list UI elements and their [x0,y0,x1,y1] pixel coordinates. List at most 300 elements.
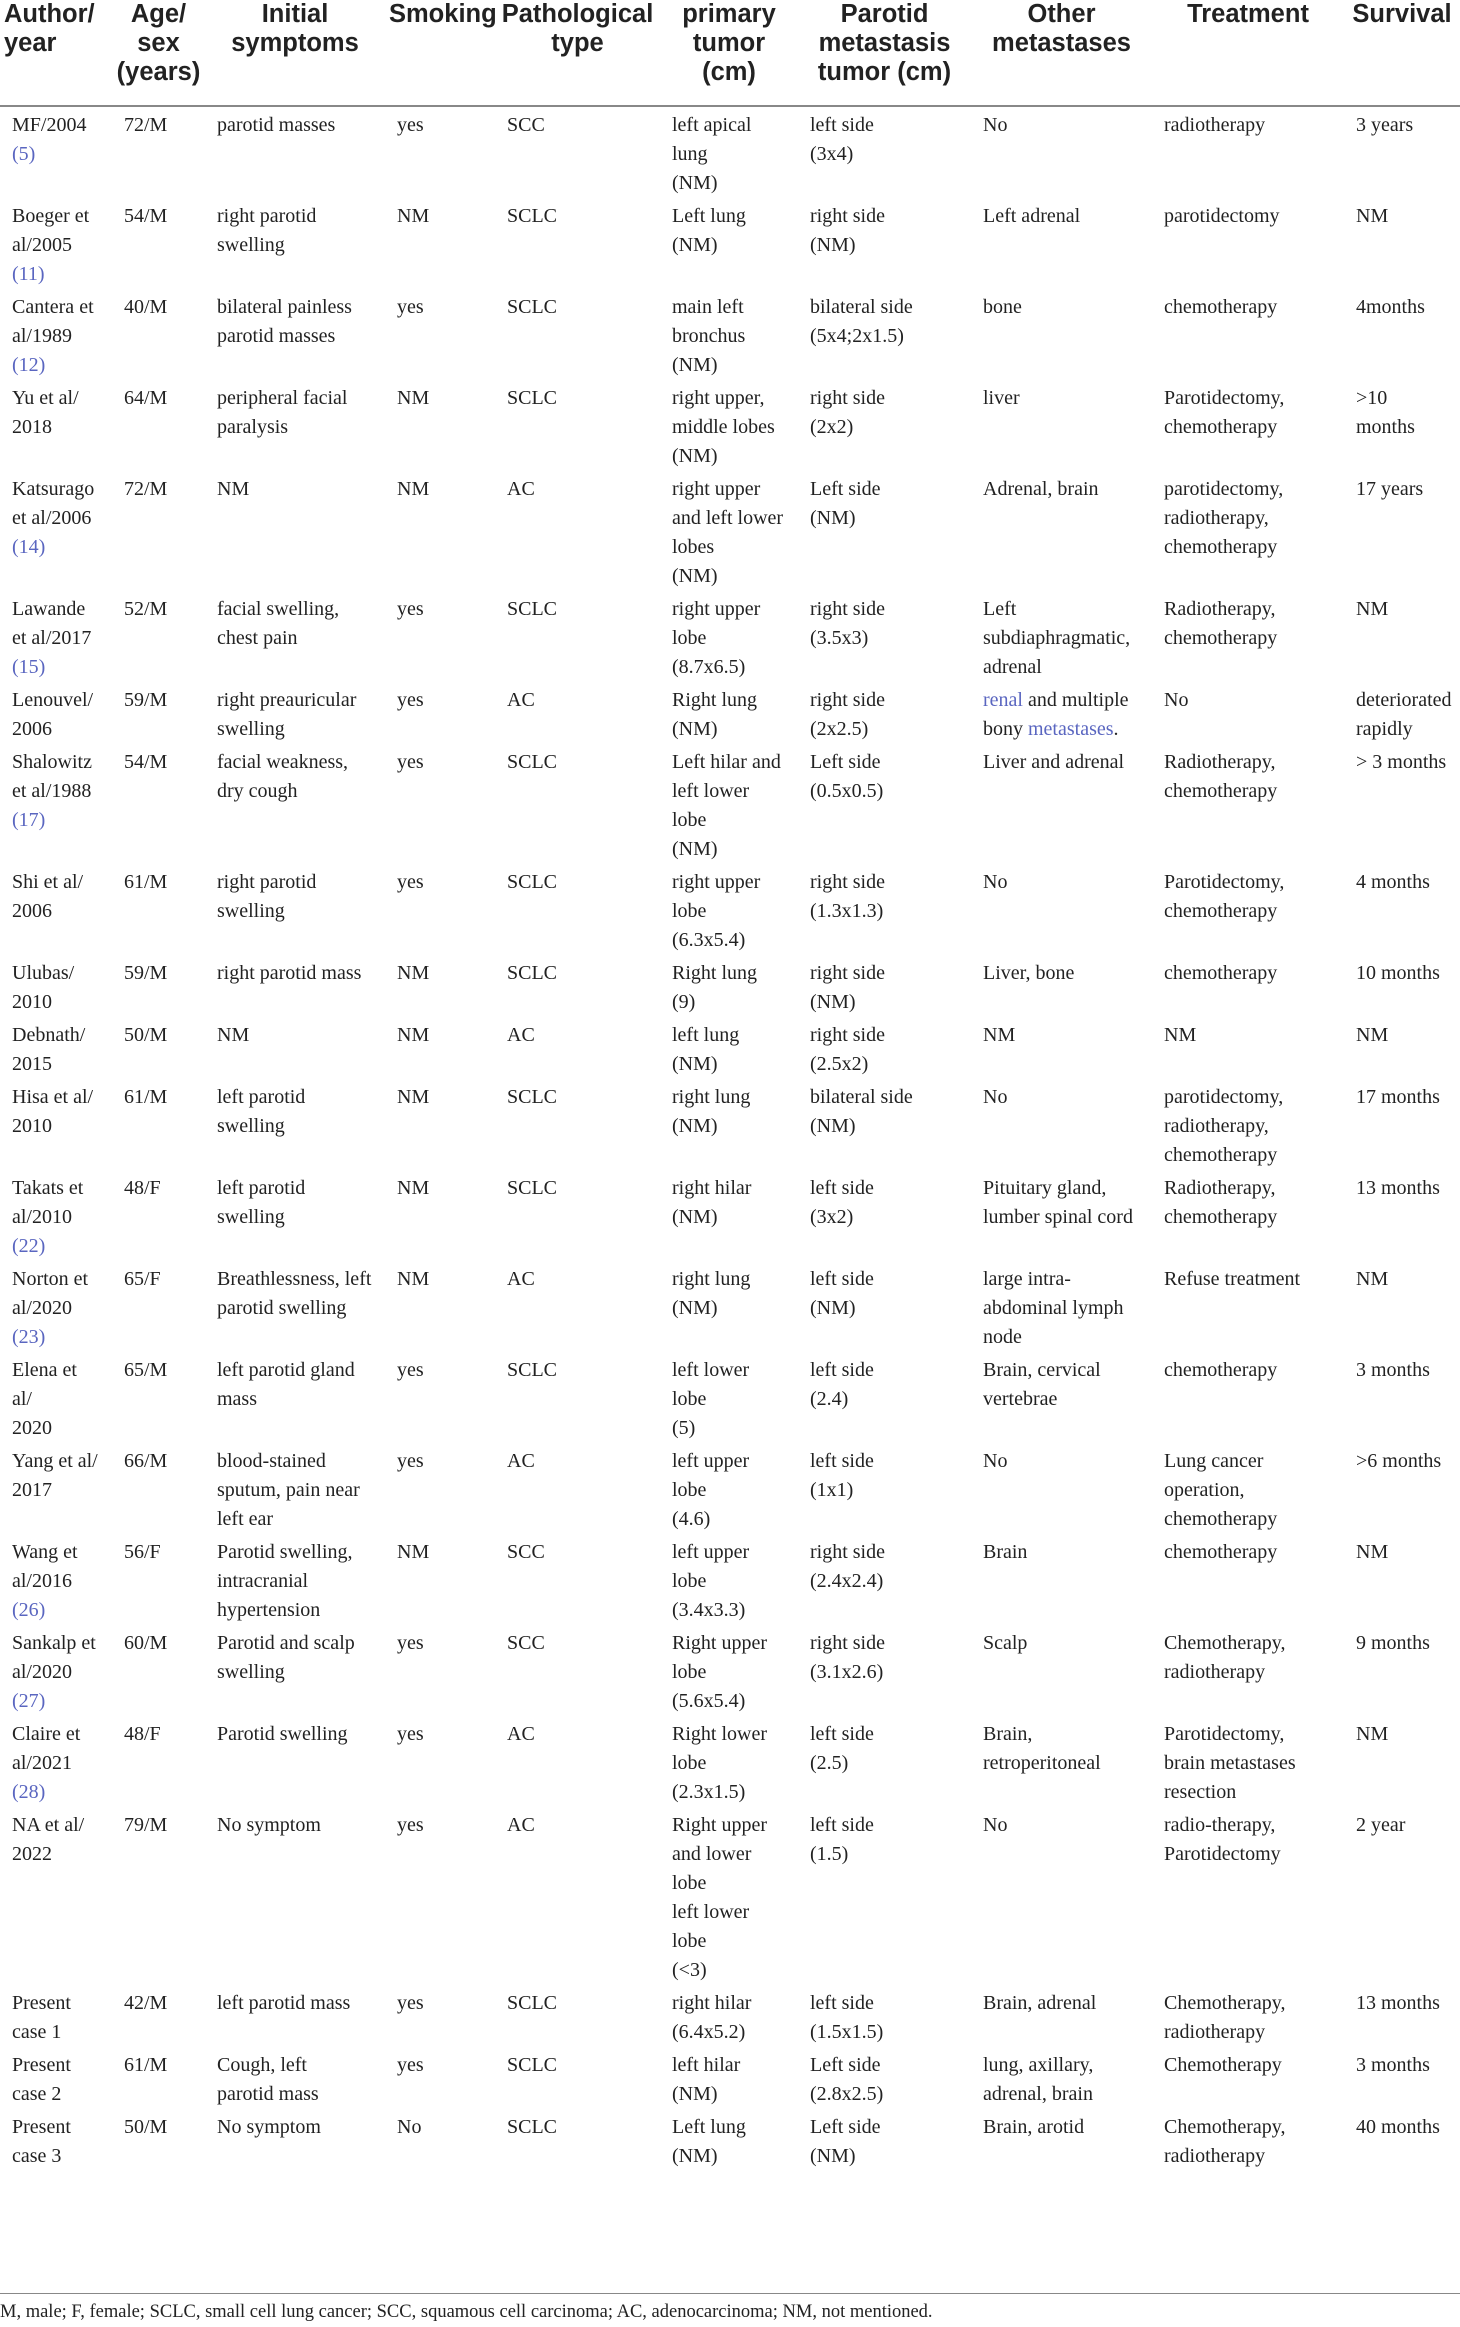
table-row [0,2109,1460,2171]
cell-line: 2 year [1356,1814,1406,1836]
cell-line: 65/F [124,1268,161,1290]
cell-age [112,591,205,682]
reference-link[interactable]: (28) [12,1781,46,1803]
cell-smoking [385,1625,495,1716]
table-footnote: M, male; F, female; SCLC, small cell lung cancer; SCC, squamous cell carcinoma; AC, adenocarcinoma; NM, not mentioned. [0,2302,933,2322]
reference-link[interactable]: (22) [12,1235,46,1257]
cell-parotid [798,1261,971,1352]
cell-line: (NM) [672,1053,718,1075]
cell-line: chemotherapy [1164,627,1278,649]
cell-other [971,1261,1152,1352]
cell-line: Present [12,2054,71,2076]
cell-line: Parotidectomy, [1164,387,1285,409]
cell-line: (NM) [810,2145,856,2167]
table-row [0,1807,1460,1985]
cell-line: Left [983,598,1017,620]
cell-line: Left hilar and [672,751,781,773]
cell-line: vertebrae [983,1388,1058,1410]
reference-link[interactable]: (23) [12,1326,46,1348]
cell-age [112,2047,205,2109]
cell-age [112,1716,205,1807]
cell-survival [1344,1534,1460,1625]
cell-line: chest pain [217,627,298,649]
cell-line: yes [397,1359,424,1381]
cell-line: NM [1356,598,1389,620]
cell-age [112,744,205,864]
col-header-age-sex: Age/ sex (years) [116,0,201,86]
cell-line: >6 months [1356,1450,1442,1472]
col-header-pathological-type: Pathological type [501,0,654,57]
cell-line: (NM) [810,234,856,256]
cell-primary [660,106,798,198]
cell-line: (2x2.5) [810,718,869,740]
cell-parotid [798,1807,971,1985]
cell-line: (2.4) [810,1388,849,1410]
cell-line: (NM) [672,234,718,256]
cell-treatment [1152,1807,1344,1985]
cell-line: left side [810,1177,874,1199]
cell-treatment [1152,591,1344,682]
col-header-author: Author/ year [4,0,95,57]
cell-smoking [385,1261,495,1352]
cell-line: NM [397,1268,430,1290]
cell-author [0,2109,112,2171]
cell-line: 59/M [124,962,168,984]
cell-line: No symptom [217,1814,321,1836]
cell-parotid [798,106,971,198]
cell-treatment [1152,1534,1344,1625]
cell-line: Norton et [12,1268,89,1290]
cell-smoking [385,1807,495,1985]
cell-line: right parotid mass [217,962,362,984]
cell-other [971,1534,1152,1625]
cell-line: chemotherapy [1164,780,1278,802]
cell-line: left side [810,1268,874,1290]
cell-parotid [798,864,971,955]
cell-line: 59/M [124,689,168,711]
cell-author [0,682,112,744]
cell-line: case 2 [12,2083,62,2105]
cell-line: chemotherapy [1164,1144,1278,1166]
cell-line: (NM) [672,2145,718,2167]
cell-line: Hisa et al/ [12,1086,94,1108]
cell-line: 10 months [1356,962,1440,984]
cell-treatment [1152,2109,1344,2171]
cell-line: SCLC [507,1359,558,1381]
cell-survival [1344,744,1460,864]
cell-line: left parotid [217,1177,306,1199]
cell-age [112,1534,205,1625]
cell-line: (6.3x5.4) [672,929,746,951]
cell-other [971,289,1152,380]
cell-line: sputum, pain near [217,1479,360,1501]
cell-line: Brain [983,1541,1028,1563]
cell-line: yes [397,1814,424,1836]
cell-line: parotid masses [217,114,336,136]
cell-age [112,1261,205,1352]
cell-line: (2.3x1.5) [672,1781,746,1803]
cell-line: 72/M [124,478,168,500]
cell-author [0,864,112,955]
cell-survival [1344,198,1460,289]
cell-primary [660,289,798,380]
cell-line: No [983,1086,1008,1108]
cell-line: lobe [672,1930,707,1952]
reference-link[interactable]: (17) [12,809,46,831]
cell-treatment [1152,106,1344,198]
reference-link[interactable]: (5) [12,143,36,165]
cell-line: No [1164,689,1189,711]
cell-smoking [385,1079,495,1170]
cell-line: NM [1356,1268,1389,1290]
cell-line: right hilar [672,1177,752,1199]
cell-line: right side [810,1541,885,1563]
cell-line: et al/1988 [12,780,92,802]
cell-other [971,198,1152,289]
cell-treatment [1152,1352,1344,1443]
cell-line: Adrenal, brain [983,478,1099,500]
cell-line: Takats et [12,1177,84,1199]
cell-line: radiotherapy [1164,2145,1266,2167]
cell-line: case 3 [12,2145,62,2167]
cell-line: swelling [217,900,285,922]
cell-line: left upper [672,1450,750,1472]
table-row [0,1716,1460,1807]
cell-author [0,1807,112,1985]
cell-line: peripheral facial [217,387,348,409]
cell-line: (3x4) [810,143,854,165]
cell-line: (5.6x5.4) [672,1690,746,1712]
reference-link[interactable]: (14) [12,536,46,558]
cell-author [0,2047,112,2109]
cell-line: swelling [217,1661,285,1683]
cell-smoking [385,1716,495,1807]
cell-line: bronchus [672,325,746,347]
cell-line: (1.3x1.3) [810,900,884,922]
reference-link[interactable]: (11) [12,263,45,285]
cell-type [495,2109,660,2171]
cell-smoking [385,2109,495,2171]
cell-line: No [983,1450,1008,1472]
cell-primary [660,864,798,955]
cell-treatment [1152,380,1344,471]
cell-primary [660,1352,798,1443]
cell-line: operation, [1164,1479,1245,1501]
cell-line: and lower [672,1843,752,1865]
table-row [0,380,1460,471]
cell-line: SCC [507,114,545,136]
cell-line: Brain, [983,1723,1033,1745]
cell-line: Left side [810,2116,881,2138]
cell-line: Claire et [12,1723,81,1745]
cell-line: Brain, cervical [983,1359,1101,1381]
cell-smoking [385,1443,495,1534]
cell-treatment [1152,471,1344,591]
cell-line: 3 months [1356,2054,1430,2076]
cell-line [12,1687,100,1716]
cell-line: (3.4x3.3) [672,1599,746,1621]
cell-line: Right lung [672,689,758,711]
cell-type [495,864,660,955]
cell-parotid [798,380,971,471]
cell-line: 52/M [124,598,168,620]
cell-line: deteriorated [1356,689,1452,711]
cell-line: 17 years [1356,478,1424,500]
cell-parotid [798,1534,971,1625]
cell-line: Parotidectomy [1164,1843,1281,1865]
cell-age [112,1079,205,1170]
cell-line: NM [1164,1024,1197,1046]
cell-parotid [798,198,971,289]
cell-line: >10 months [1356,387,1415,438]
cell-symptoms [205,471,385,591]
cell-type [495,955,660,1017]
cell-line: NM [217,478,250,500]
cell-line: parotid mass [217,2083,319,2105]
cell-line: yes [397,1992,424,2014]
cell-line: (NM) [672,1115,718,1137]
cell-parotid [798,471,971,591]
cell-type [495,1716,660,1807]
cell-line: right preauricular [217,689,357,711]
cell-line: 3 months [1356,1359,1430,1381]
cell-treatment [1152,1716,1344,1807]
cell-line: al/2016 [12,1570,72,1592]
cell-line: mass [217,1388,257,1410]
cell-line: subdiaphragmatic, [983,627,1131,649]
cell-age [112,198,205,289]
cell-primary [660,198,798,289]
table-row [0,1261,1460,1352]
cell-line [12,351,100,380]
cell-line: (2.5x2) [810,1053,869,1075]
cell-line: 2010 [12,991,52,1013]
cell-other [971,1625,1152,1716]
cell-line: Radiotherapy, [1164,598,1276,620]
cell-symptoms [205,744,385,864]
cell-other [971,1170,1152,1261]
cell-symptoms [205,1985,385,2047]
cell-line [12,1778,100,1807]
table-row [0,2047,1460,2109]
cell-author [0,198,112,289]
cell-line: 66/M [124,1450,168,1472]
cell-line: 2006 [12,900,52,922]
cell-line: Chemotherapy, [1164,1992,1286,2014]
cell-line: chemotherapy [1164,296,1278,318]
cell-author [0,1170,112,1261]
cell-line: lobe [672,1661,707,1683]
cell-author [0,1079,112,1170]
cell-line: Shi et al/ [12,871,84,893]
col-header-parotid-metastasis: Parotid metastasis tumor (cm) [817,0,952,86]
cell-parotid [798,1625,971,1716]
cell-other [971,1985,1152,2047]
cell-age [112,1443,205,1534]
cell-symptoms [205,289,385,380]
cell-age [112,1985,205,2047]
cell-line: 2015 [12,1053,52,1075]
cell-symptoms [205,1017,385,1079]
cell-line: Lung cancer [1164,1450,1264,1472]
cell-line: (2x2) [810,416,854,438]
reference-link[interactable]: (27) [12,1690,46,1712]
cell-smoking [385,2047,495,2109]
cell-primary [660,380,798,471]
cell-parotid [798,1985,971,2047]
cell-symptoms [205,1625,385,1716]
cell-line: parotidectomy [1164,205,1280,227]
col-header-initial-symptoms: Initial symptoms [231,0,359,57]
cell-line: Chemotherapy [1164,2054,1282,2076]
cell-line: AC [507,1268,535,1290]
cell-line: SCLC [507,205,558,227]
cell-line: Chemotherapy, [1164,1632,1286,1654]
cell-other [971,1716,1152,1807]
cell-line: left side [810,114,874,136]
cell-survival [1344,1625,1460,1716]
table-row [0,591,1460,682]
col-header-other-metastases: Other metastases [992,0,1131,57]
cell-type [495,380,660,471]
table-row [0,955,1460,1017]
cell-line: Debnath/ [12,1024,86,1046]
cell-age [112,1625,205,1716]
cell-parotid [798,1170,971,1261]
reference-link[interactable]: (15) [12,656,46,678]
cell-line: (9) [672,991,696,1013]
cell-line: swelling [217,1115,285,1137]
cell-line: hypertension [217,1599,321,1621]
cell-author [0,591,112,682]
cell-line: left side [810,1814,874,1836]
cell-line: (2.4x2.4) [810,1570,884,1592]
cell-parotid [798,591,971,682]
cell-line: 56/F [124,1541,161,1563]
cell-type [495,1352,660,1443]
cell-line: yes [397,296,424,318]
cell-line: NM [1356,1024,1389,1046]
cell-line: NM [397,1086,430,1108]
cell-line: blood-stained [217,1450,326,1472]
cell-primary [660,1079,798,1170]
cell-author [0,1443,112,1534]
cell-line: right upper, [672,387,765,409]
cell-line: al/2005 [12,234,72,256]
cell-line: SCLC [507,962,558,984]
cell-line: Sankalp et [12,1632,96,1654]
cell-line: yes [397,1632,424,1654]
cell-line: swelling [217,718,285,740]
cell-line: NA et al/ [12,1814,85,1836]
cell-line: al/2020 [12,1297,72,1319]
cell-parotid [798,1079,971,1170]
cell-type [495,682,660,744]
cell-parotid [798,1716,971,1807]
cell-line: chemotherapy [1164,416,1278,438]
cell-line: bilateral painless [217,296,352,318]
cell-line: (NM) [672,565,718,587]
cell-line: 42/M [124,1992,168,2014]
cell-line: Left side [810,751,881,773]
cell-other [971,380,1152,471]
cell-line: right side [810,1024,885,1046]
cell-smoking [385,198,495,289]
cell-parotid [798,1017,971,1079]
cell-line: adrenal, brain [983,2083,1093,2105]
cell-line: AC [507,1450,535,1472]
cell-smoking [385,106,495,198]
table-row [0,1079,1460,1170]
cell-primary [660,1625,798,1716]
cell-line: No [397,2116,422,2138]
cell-symptoms [205,1352,385,1443]
cell-line: 2006 [12,718,52,740]
cell-primary [660,1443,798,1534]
cell-smoking [385,1985,495,2047]
cell-line: yes [397,689,424,711]
cell-line: lobe [672,1570,707,1592]
cell-line: (NM) [672,718,718,740]
cell-smoking [385,380,495,471]
cell-symptoms [205,1261,385,1352]
cell-line: 4months [1356,296,1425,318]
cell-other [971,591,1152,682]
cell-line: left apical [672,114,752,136]
cell-line: (0.5x0.5) [810,780,884,802]
cell-line: main left [672,296,744,318]
reference-link[interactable]: (12) [12,354,46,376]
reference-link[interactable]: (26) [12,1599,46,1621]
cell-line: Brain, arotid [983,2116,1085,2138]
cell-line: yes [397,751,424,773]
cell-survival [1344,1261,1460,1352]
cell-other [971,682,1152,744]
cell-line: Boeger et [12,205,90,227]
cell-line: 64/M [124,387,168,409]
cell-line: NM [397,962,430,984]
cell-line: Ulubas/ [12,962,75,984]
cell-line: Lawande [12,598,86,620]
cell-line: yes [397,114,424,136]
table-row [0,1985,1460,2047]
cell-line: lobe [672,1479,707,1501]
cell-parotid [798,1352,971,1443]
cell-survival [1344,380,1460,471]
cell-line: lung, axillary, [983,2054,1094,2076]
cell-line [12,140,100,169]
cell-primary [660,2109,798,2171]
cell-line: parotid swelling [217,1297,347,1319]
cell-line: chemotherapy [1164,962,1278,984]
cell-age [112,682,205,744]
term-link[interactable]: renal [983,689,1023,711]
table-row [0,1352,1460,1443]
cell-line: lobe [672,1752,707,1774]
cell-line: Parotid swelling, [217,1541,353,1563]
cell-type [495,2047,660,2109]
term-link[interactable]: metastases [1028,718,1114,740]
cell-line: Right upper [672,1814,767,1836]
cell-line: case 1 [12,2021,62,2043]
cell-line: al/2020 [12,1661,72,1683]
cell-line: 72/M [124,114,168,136]
cell-line: 9 months [1356,1632,1430,1654]
col-header-primary-tumor: primary tumor (cm) [682,0,776,86]
cell-line: abdominal lymph [983,1297,1124,1319]
cell-line: left side [810,1450,874,1472]
cell-primary [660,1985,798,2047]
